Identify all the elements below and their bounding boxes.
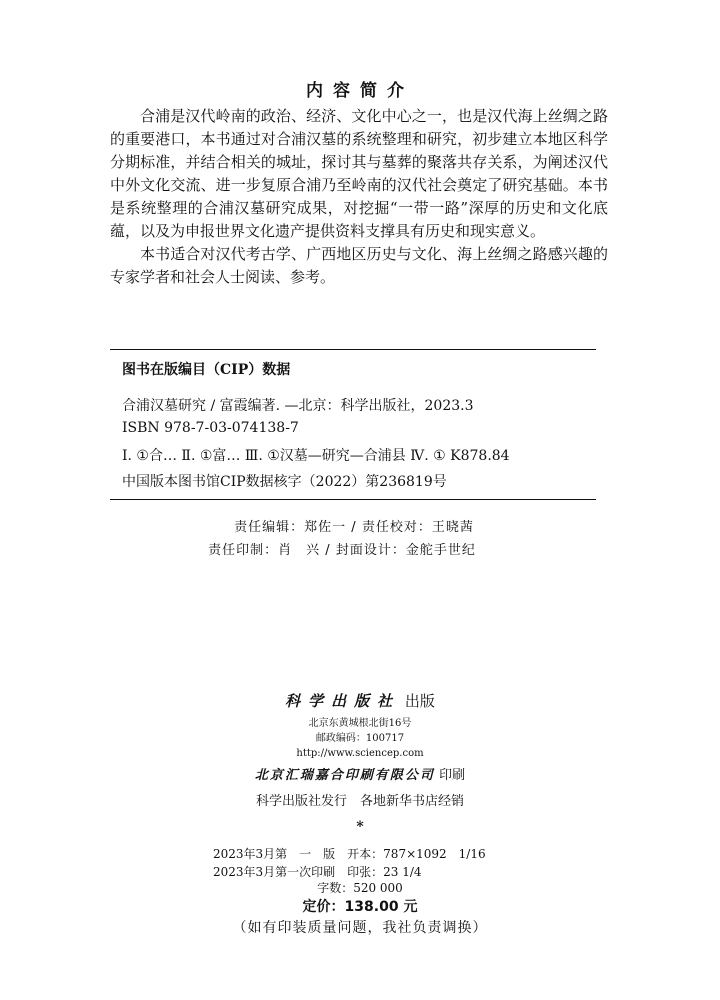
separator-star: * (356, 819, 364, 835)
imprint (0, 690, 720, 835)
abstract-paragraph-2: 本书适合对汉代考古学、广西地区历史与文化、海上丝绸之路感兴趣的专家学者和社会人士阅读、参考。 (110, 245, 608, 286)
credits (0, 516, 720, 562)
page-title: 内容简介 (306, 81, 414, 101)
publisher-name: 科学出版社 (285, 692, 401, 710)
edition-info (213, 845, 513, 881)
publisher-suffix: 出版 (404, 692, 435, 710)
credits-production: 责任印制：肖 兴 / 封面设计：金舵手世纪 (208, 543, 476, 558)
distribution-line: 科学出版社发行 各地新华书店经销 (255, 794, 464, 809)
publisher-postcode: 邮政编码：100717 (315, 733, 405, 744)
cip-record-number: 中国版本图书馆CIP数据核字（2022）第236819号 (122, 474, 447, 490)
printer-suffix: 印刷 (439, 768, 466, 783)
publisher-address: 北京东黄城根北街16号 (308, 718, 412, 729)
publisher-url: http://www.sciencep.com (296, 748, 424, 759)
cip-block (110, 349, 596, 500)
cip-heading: 图书在版编目（CIP）数据 (122, 362, 291, 378)
printing-line: 2023年3月第一次印刷 印张：23 1/4 (213, 865, 422, 879)
word-count: 字数：520 000 (317, 881, 403, 895)
cip-bottom-rule (110, 499, 596, 500)
price: 定价：138.00 元 (302, 899, 418, 915)
cip-top-rule (110, 349, 596, 350)
printer-line (0, 765, 720, 787)
quality-notice: （如有印装质量问题，我社负责调换） (232, 920, 488, 936)
cip-title-line: 合浦汉墓研究 / 富霞编著. —北京：科学出版社，2023.3 (122, 398, 474, 414)
abstract (110, 105, 608, 289)
edition-line: 2023年3月第 一 版 开本：787×1092 1/16 (213, 847, 486, 861)
abstract-paragraph-1: 合浦是汉代岭南的政治、经济、文化中心之一，也是汉代海上丝绸之路的重要港口，本书通过对合浦汉墓的系统整理和研究，初步建立本地区科学分期标准，并结合相关的城址，探讨其与墓葬的聚落共存关系，为阐述汉代中外文化交流、进一步复原合浦乃至岭南的汉代社会奠定了研究基础。本书是系统整理的合浦汉墓研究成果，对挖掘“一带一路”深厚的历史和文化底蕴，以及为申报世界文化遗产提供资料支撑具有历史和现实意义。 (110, 107, 608, 240)
credits-editors: 责任编辑：郑佐一 / 责任校对：王晓茜 (234, 520, 474, 535)
printer-name: 北京汇瑞嘉合印刷有限公司 (254, 768, 435, 783)
cip-classification: Ⅰ. ①合… Ⅱ. ①富… Ⅲ. ①汉墓—研究—合浦县 Ⅳ. ① K878.84 (122, 448, 510, 464)
cip-isbn: ISBN 978-7-03-074138-7 (122, 420, 299, 436)
publisher-line (0, 690, 720, 712)
